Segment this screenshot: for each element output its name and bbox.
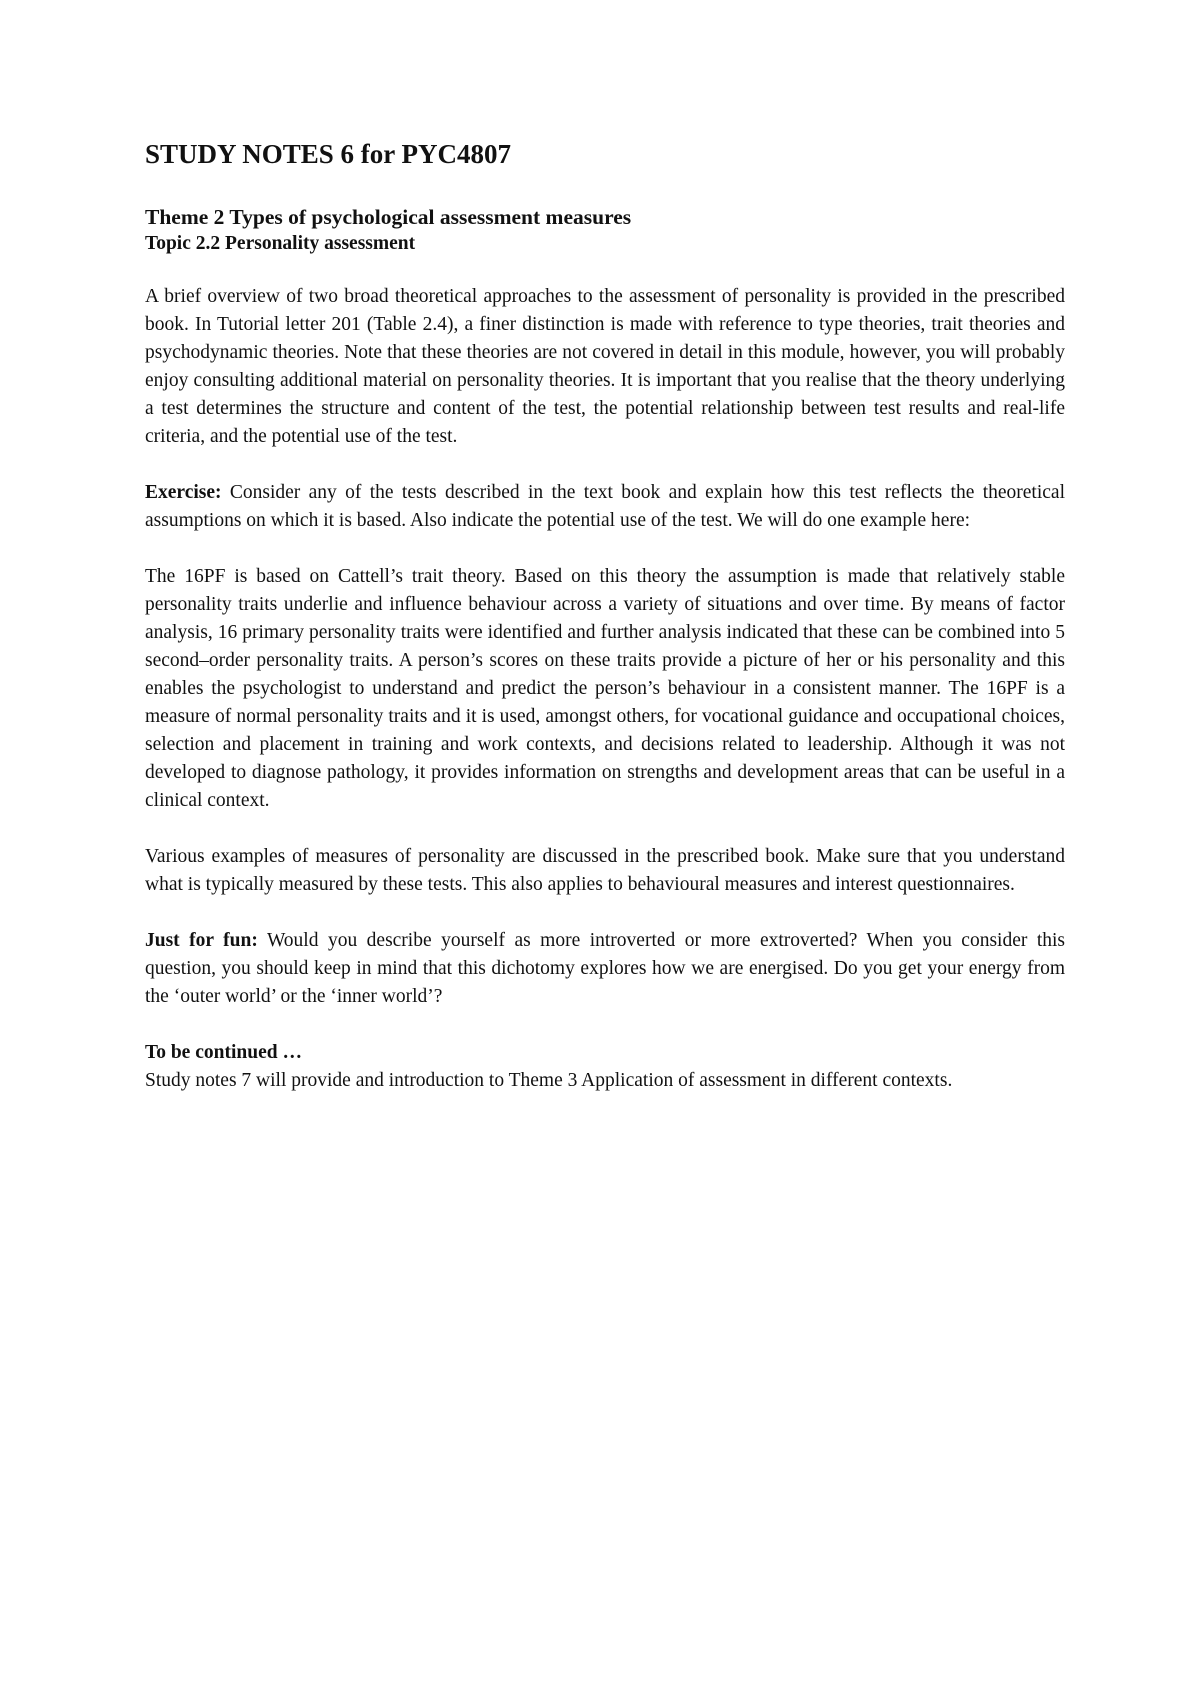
continued-heading: To be continued … <box>145 1041 302 1063</box>
16pf-paragraph: The 16PF is based on Cattell’s trait theory. Based on this theory the assumption is made that relatively stable personality traits underlie and influence behaviour across a variety of situations and over time. By means of factor analysis, 16 primary personality traits were identified and further analysis indicated that these can be combined into 5 second–order personality traits. A person’s scores on these traits provide a picture of her or his personality and this enables the psychologist to understand and predict the person’s behaviour in a consistent manner. The 16PF is a measure of normal personality traits and it is used, amongst others, for vocational guidance and occupational choices, selection and placement in training and work contexts, and decisions related to leadership. Although it was not developed to diagnose pathology, it provides information on strengths and development areas that can be useful in a clinical context. <box>145 565 1065 811</box>
continued-text: Study notes 7 will provide and introduction to Theme 3 Application of assessment in different contexts. <box>145 1069 953 1091</box>
document-page <box>145 138 1065 1123</box>
theme-heading: Theme 2 Types of psychological assessment measures <box>145 205 632 230</box>
topic-heading: Topic 2.2 Personality assessment <box>145 233 416 255</box>
exercise-label: Exercise: <box>145 481 222 503</box>
document-title: STUDY NOTES 6 for PYC4807 <box>145 139 512 169</box>
examples-paragraph: Various examples of measures of personality are discussed in the prescribed book. Make sure that you understand what is typically measured by these tests. This also applies to behavioural measures and interest questionnaires. <box>145 845 1065 895</box>
exercise-paragraph <box>145 479 1065 535</box>
just-for-fun-label: Just for fun: <box>145 929 258 951</box>
just-for-fun-paragraph <box>145 927 1065 1011</box>
overview-paragraph: A brief overview of two broad theoretical approaches to the assessment of personality is provided in the prescribed book. In Tutorial letter 201 (Table 2.4), a finer distinction is made with reference to type theories, trait theories and psychodynamic theories. Note that these theories are not covered in detail in this module, however, you will probably enjoy consulting additional material on personality theories. It is important that you realise that the theory underlying a test determines the structure and content of the test, the potential relationship between test results and real-life criteria, and the potential use of the test. <box>145 285 1065 447</box>
just-for-fun-text: Would you describe yourself as more introverted or more extroverted? When you consider this question, you should keep in mind that this dichotomy explores how we are energised. Do you get your energy from the ‘outer world’ or the ‘inner world’? <box>145 929 1065 1007</box>
exercise-text: Consider any of the tests described in the text book and explain how this test reflects the theoretical assumptions on which it is based. Also indicate the potential use of the test. We will do one example here: <box>145 481 1065 531</box>
